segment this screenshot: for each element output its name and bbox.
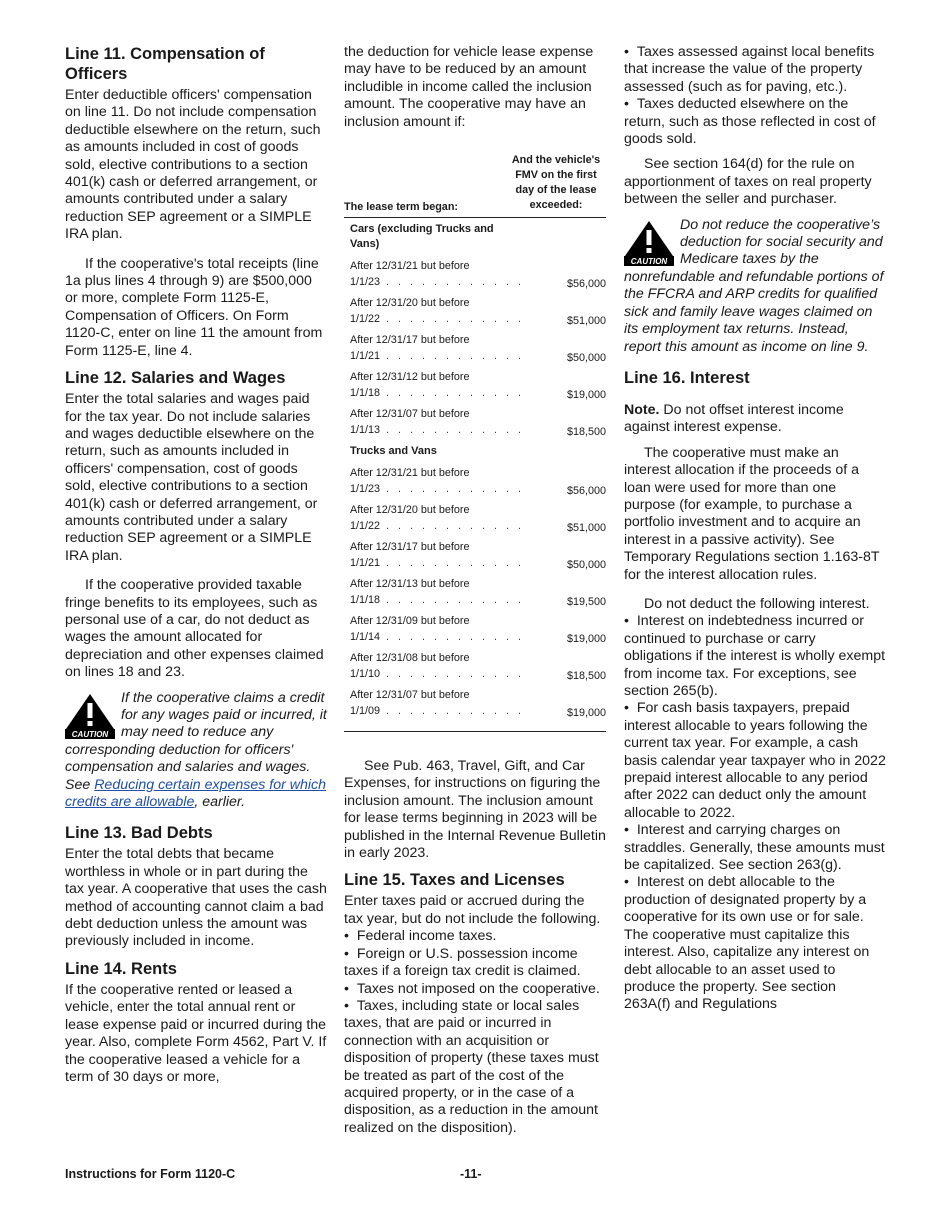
- term-end: 1/1/22: [350, 519, 381, 532]
- fmv-amount: $19,500: [566, 596, 606, 609]
- heading-line-13: Line 13. Bad Debts: [65, 824, 213, 843]
- paragraph: If the cooperative rented or leased a vehicle, enter the total annual rent or lease expense paid or incurred during the year. Also, complete Form 4562, Part V. If the cooperative leased a vehicle for a term of 30 days or more,: [65, 981, 327, 1085]
- paragraph: Do not deduct the following interest.: [644, 595, 870, 612]
- term-end: 1/1/22: [350, 312, 381, 325]
- bullet-icon: •: [344, 928, 349, 945]
- paragraph: The cooperative must make an interest allocation if the proceeds of a loan were used for more than one purpose (for example, to purchase a portfolio investment and to acquire an interest in a passive activity). See Temporary Regulations section 1.163-8T for the interest allocation rules.: [624, 444, 880, 583]
- caution-text-end: , earlier.: [194, 794, 246, 811]
- table-row: [350, 370, 606, 401]
- bullet-icon: •: [624, 44, 629, 60]
- bullet-text: Taxes, including state or local sales taxes, that are paid or incurred in connection with an acquisition or disposition of property (these taxes must be treated as part of the cost of the acquired property, or in the case of a disposition, as a reduction in the amount realized on the disposition).: [344, 997, 599, 1136]
- header-lease-term: The lease term began:: [344, 201, 459, 214]
- bullet-icon: •: [624, 613, 629, 630]
- term-start: After 12/31/20 but before: [350, 504, 470, 517]
- table-row: [350, 688, 606, 719]
- caution-icon-label: CAUTION: [630, 256, 668, 266]
- caution-note: [624, 217, 886, 356]
- paragraph: Enter the total debts that became worthless in whole or in part during the tax year. A cooperative that uses the cash method of accounting cannot claim a bad debt deduction unless the amount was previously included in income.: [65, 846, 327, 950]
- lease-term-cell: [350, 296, 546, 327]
- fmv-amount: $51,000: [566, 315, 606, 328]
- leader-dots: . . . . . . . . . . . .: [386, 482, 525, 495]
- table-row: [350, 540, 606, 571]
- column-1: [65, 44, 327, 1094]
- column-3: [624, 44, 886, 1014]
- paragraph: See section 164(d) for the rule on apportionment of taxes on real property between the seller and purchaser.: [624, 156, 872, 208]
- fmv-amount: $19,000: [566, 633, 606, 646]
- caution-icon: [65, 693, 115, 739]
- table-row: [350, 333, 606, 364]
- bullet-item: [344, 998, 606, 1137]
- caution-note: [65, 690, 327, 812]
- bullet-item: [624, 613, 886, 700]
- term-start: After 12/31/17 but before: [350, 334, 470, 347]
- lease-term-cell: [350, 651, 546, 682]
- lease-inclusion-table: [344, 153, 606, 732]
- bullet-text: Interest and carrying charges on straddles. Generally, these amounts must be capitalized. See section 263(g).: [624, 822, 885, 874]
- leader-dots: . . . . . . . . . . . .: [386, 704, 525, 717]
- bullet-text: Interest on indebtedness incurred or continued to purchase or carry obligations if the interest is wholly exempt from income tax. For exceptions, see section 265(b).: [624, 613, 886, 699]
- term-end: 1/1/23: [350, 275, 381, 288]
- table-header: [344, 153, 606, 218]
- leader-dots: . . . . . . . . . . . .: [386, 593, 525, 606]
- bullet-item: [624, 96, 886, 148]
- table-row: [350, 577, 606, 608]
- lease-term-cell: [350, 577, 546, 608]
- term-end: 1/1/13: [350, 423, 381, 436]
- lease-term-cell: [350, 259, 546, 290]
- table-row: [350, 259, 606, 290]
- bullet-icon: •: [624, 874, 629, 891]
- bullet-list: [624, 613, 886, 1013]
- fmv-amount: $18,500: [566, 670, 606, 683]
- term-start: After 12/31/21 but before: [350, 260, 470, 273]
- heading-line-15: Line 15. Taxes and Licenses: [344, 871, 565, 890]
- term-start: After 12/31/12 but before: [350, 371, 470, 384]
- bullet-item: [624, 822, 886, 874]
- bullet-icon: •: [344, 980, 349, 997]
- lease-term-cell: [350, 407, 546, 438]
- leader-dots: . . . . . . . . . . . .: [386, 386, 525, 399]
- paragraph: If the cooperative's total receipts (line 1a plus lines 4 through 9) are $500,000 or more, complete Form 1125-E, Compensation of Officers. On Form 1120-C, enter on line 11 the amount from Form 1125-E, line 4.: [65, 255, 323, 359]
- term-end: 1/1/21: [350, 349, 381, 362]
- bullet-text: Federal income taxes.: [356, 928, 497, 945]
- header-fmv: And the vehicle's FMV on the first day of the lease exceeded:: [511, 154, 601, 212]
- lease-term-cell: [350, 540, 546, 571]
- fmv-amount: $51,000: [566, 522, 606, 535]
- lease-term-cell: [350, 370, 546, 401]
- footer-form-title: Instructions for Form 1120-C: [65, 1167, 236, 1181]
- note-paragraph: [624, 402, 886, 437]
- caution-icon: [624, 220, 674, 266]
- term-start: After 12/31/08 but before: [350, 652, 470, 665]
- term-start: After 12/31/13 but before: [350, 578, 470, 591]
- category-trucks: Trucks and Vans: [350, 445, 437, 458]
- fmv-amount: $50,000: [566, 559, 606, 572]
- reducing-expenses-link[interactable]: Reducing certain expenses for which credits are allowable: [65, 776, 327, 811]
- paragraph: Enter taxes paid or accrued during the tax year, but do not include the following.: [344, 893, 601, 927]
- bullet-icon: •: [344, 997, 349, 1014]
- leader-dots: . . . . . . . . . . . .: [386, 312, 525, 325]
- bullet-item: [344, 981, 606, 998]
- heading-line-12: Line 12. Salaries and Wages: [65, 369, 286, 388]
- bullet-item: [624, 874, 886, 1013]
- table-row: [350, 614, 606, 645]
- note-text: Do not offset interest income against interest expense.: [624, 401, 844, 436]
- fmv-amount: $19,000: [566, 707, 606, 720]
- lease-term-cell: [350, 333, 546, 364]
- fmv-amount: $50,000: [566, 352, 606, 365]
- bullet-icon: •: [624, 822, 629, 839]
- heading-line-11: Line 11. Compensation of Officers: [65, 45, 265, 83]
- bullet-text: Taxes not imposed on the cooperative.: [356, 980, 600, 997]
- term-start: After 12/31/20 but before: [350, 297, 470, 310]
- term-end: 1/1/21: [350, 556, 381, 569]
- bullet-item: [344, 928, 606, 945]
- bullet-text: Foreign or U.S. possession income taxes if a foreign tax credit is claimed.: [344, 945, 581, 980]
- caution-icon-label: CAUTION: [71, 729, 109, 739]
- note-label: Note.: [624, 401, 660, 418]
- bullet-list: [344, 928, 606, 1137]
- term-end: 1/1/09: [350, 704, 381, 717]
- bullet-icon: •: [624, 96, 629, 113]
- term-start: After 12/31/07 but before: [350, 689, 470, 702]
- bullet-icon: •: [624, 700, 629, 717]
- caution-text: If the cooperative claims a credit for any wages paid or incurred, it may need to reduce any corresponding deduction for officers' compensation and salaries and wages. See: [65, 689, 327, 793]
- table-row: [350, 651, 606, 682]
- paragraph: Enter the total salaries and wages paid for the tax year. Do not include salaries and wages deductible elsewhere on the return, such as amounts included in officers' compensation, cost of goods sold, elective contributions to a section 401(k) cash or deferred arrangement, or amounts contributed under a salary reduction SEP agreement or a SIMPLE IRA plan.: [65, 391, 318, 564]
- paragraph: See Pub. 463, Travel, Gift, and Car Expenses, for instructions on figuring the inclusion amount. The inclusion amount for lease terms beginning in 2023 will be published in the Internal Revenue Bulletin in early 2023.: [344, 758, 606, 862]
- term-start: After 12/31/09 but before: [350, 615, 470, 628]
- page-number: -11-: [460, 1167, 482, 1181]
- heading-line-16: Line 16. Interest: [624, 368, 750, 387]
- leader-dots: . . . . . . . . . . . .: [386, 630, 525, 643]
- term-end: 1/1/18: [350, 593, 381, 606]
- table-row: [350, 296, 606, 327]
- term-start: After 12/31/21 but before: [350, 467, 470, 480]
- leader-dots: . . . . . . . . . . . .: [386, 667, 525, 680]
- bullet-text: For cash basis taxpayers, prepaid interest allocable to years following the current tax year. For example, a cash basis calendar year taxpayer who in 2022 prepaid interest allocable to any period after 2022 can deduct only the amount allocable to 2022.: [624, 700, 886, 821]
- bullet-item: [344, 946, 606, 981]
- bullet-text: Interest on debt allocable to the production of designated property by a cooperative for its own use or for sale. The cooperative must capitalize this interest. Also, capitalize any interest on debt allocable to an asset used to produce the property. See section 263A(f) and Regulations: [624, 874, 870, 1013]
- fmv-amount: $56,000: [566, 278, 606, 291]
- trucks-rows: [344, 466, 606, 719]
- bullet-icon: •: [344, 945, 349, 962]
- lease-term-cell: [350, 614, 546, 645]
- term-start: After 12/31/07 but before: [350, 408, 470, 421]
- lease-term-cell: [350, 688, 546, 719]
- term-start: After 12/31/17 but before: [350, 541, 470, 554]
- category-cars: Cars (excluding Trucks and Vans): [350, 223, 494, 251]
- paragraph: If the cooperative provided taxable fringe benefits to its employees, such as personal use of a car, do not deduct as wages the amount allocated for depreciation and other expenses claimed on lines 18 and 23.: [65, 577, 324, 681]
- term-end: 1/1/18: [350, 386, 381, 399]
- leader-dots: . . . . . . . . . . . .: [386, 556, 525, 569]
- table-row: [350, 466, 606, 497]
- lease-term-cell: [350, 503, 546, 534]
- fmv-amount: $56,000: [566, 485, 606, 498]
- term-end: 1/1/10: [350, 667, 381, 680]
- bullet-item: [624, 700, 886, 822]
- paragraph: the deduction for vehicle lease expense may have to be reduced by an amount includible in income called the inclusion amount. The cooperative may have an inclusion amount if:: [344, 44, 594, 130]
- bullet-text: Taxes deducted elsewhere on the return, such as those reflected in cost of goods sold.: [624, 96, 876, 148]
- paragraph: Enter deductible officers' compensation on line 11. Do not include compensation deductible elsewhere on the return, such as amounts included in cost of goods sold, elective contributions to a section 401(k) cash or deferred arrangement, or amounts contributed under a salary reduction SEP agreement or a SIMPLE IRA plan.: [65, 87, 321, 243]
- fmv-amount: $18,500: [566, 426, 606, 439]
- leader-dots: . . . . . . . . . . . .: [386, 349, 525, 362]
- bullet-text: Taxes assessed against local benefits that increase the value of the property assessed (such as for paving, etc.).: [624, 44, 875, 95]
- bullet-item: [624, 44, 886, 96]
- cars-rows: [344, 259, 606, 438]
- heading-line-14: Line 14. Rents: [65, 959, 177, 978]
- fmv-amount: $19,000: [566, 389, 606, 402]
- leader-dots: . . . . . . . . . . . .: [386, 275, 525, 288]
- term-end: 1/1/23: [350, 482, 381, 495]
- leader-dots: . . . . . . . . . . . .: [386, 423, 525, 436]
- table-row: [350, 407, 606, 438]
- column-2: [344, 44, 606, 1137]
- table-row: [350, 503, 606, 534]
- caution-text: Do not reduce the cooperative’s deduction for social security and Medicare taxes by the nonrefundable and refundable portions of the FFCRA and ARP credits for qualified sick and family leave wages claimed on its employment tax returns. Instead, report this amount as income on line 9.: [624, 216, 884, 355]
- term-end: 1/1/14: [350, 630, 381, 643]
- bullet-list: [624, 44, 886, 148]
- leader-dots: . . . . . . . . . . . .: [386, 519, 525, 532]
- lease-term-cell: [350, 466, 546, 497]
